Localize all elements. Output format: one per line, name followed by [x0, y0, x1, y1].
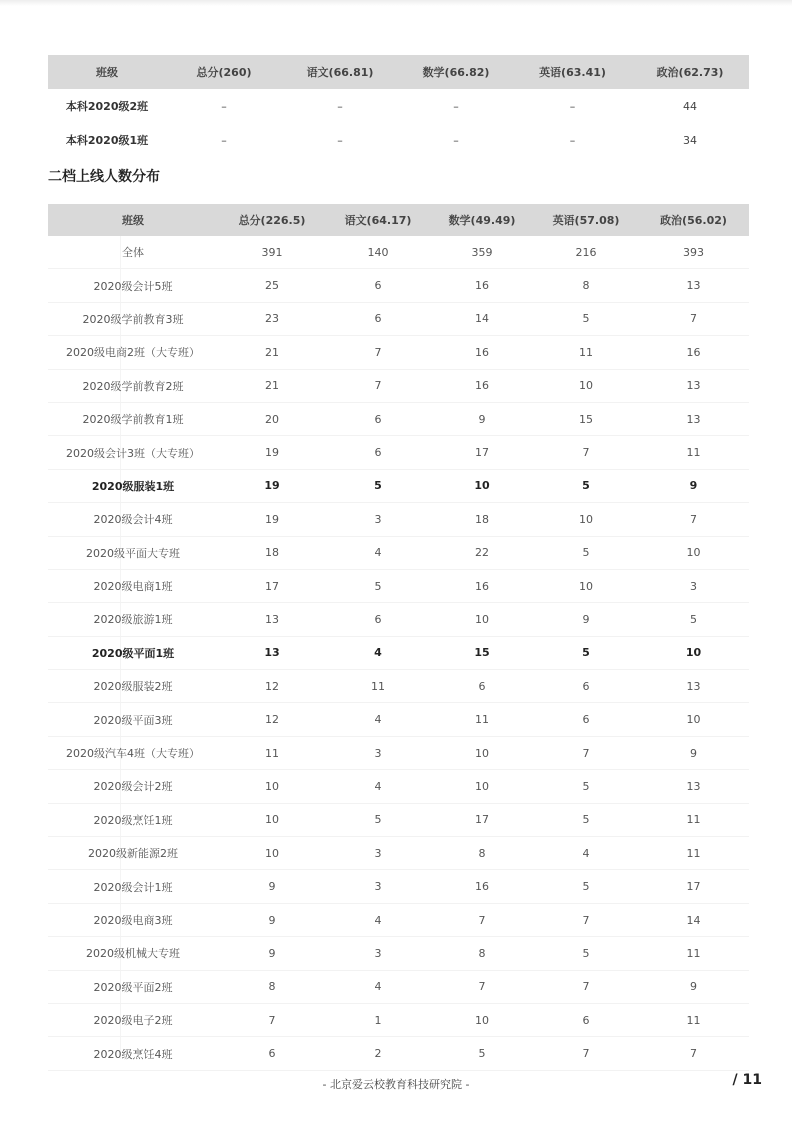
- value-cell: 10: [638, 536, 749, 569]
- class-name-cell: 2020级平面3班: [48, 703, 218, 736]
- table-row: [48, 402, 749, 435]
- value-cell: 17: [430, 803, 534, 836]
- value-cell: 12: [218, 703, 326, 736]
- class-name-cell: 2020级平面2班: [48, 970, 218, 1003]
- value-cell: 4: [326, 636, 430, 669]
- value-cell: 13: [638, 770, 749, 803]
- value-cell: –: [569, 99, 576, 113]
- class-name-cell: 2020级学前教育2班: [48, 369, 218, 402]
- value-cell: 5: [534, 469, 638, 502]
- value-cell: 14: [638, 903, 749, 936]
- column-header: 英语(63.41): [514, 55, 631, 89]
- table-row: [48, 336, 749, 369]
- table-row: [48, 803, 749, 836]
- value-cell: 16: [638, 336, 749, 369]
- table-header-row: [48, 204, 749, 236]
- page-number: / 11: [732, 1072, 762, 1088]
- value-cell: 13: [218, 603, 326, 636]
- class-name-cell: 2020级汽车4班（大专班）: [48, 736, 218, 769]
- value-cell: 11: [638, 937, 749, 970]
- value-cell: 10: [534, 503, 638, 536]
- value-cell: 5: [534, 870, 638, 903]
- table-row: [48, 603, 749, 636]
- value-cell: 7: [534, 436, 638, 469]
- value-cell: 4: [326, 970, 430, 1003]
- value-cell: 7: [326, 369, 430, 402]
- value-cell: 216: [534, 236, 638, 269]
- class-name-cell: 2020级学前教育1班: [48, 402, 218, 435]
- value-cell: 9: [638, 469, 749, 502]
- column-header: 数学(49.49): [430, 204, 534, 236]
- table-row: [48, 903, 749, 936]
- value-cell: 15: [430, 636, 534, 669]
- value-cell: 7: [534, 970, 638, 1003]
- class-name-cell: 2020级新能源2班: [48, 837, 218, 870]
- value-cell: 13: [218, 636, 326, 669]
- column-header: 英语(57.08): [534, 204, 638, 236]
- value-cell: 10: [218, 770, 326, 803]
- value-cell: 10: [430, 770, 534, 803]
- value-cell: 7: [534, 736, 638, 769]
- class-name-cell: 2020级电子2班: [48, 1003, 218, 1036]
- value-cell: 9: [534, 603, 638, 636]
- table-row: [48, 503, 749, 536]
- value-cell: 17: [430, 436, 534, 469]
- class-name-cell: 2020级学前教育3班: [48, 302, 218, 335]
- value-cell: 9: [218, 870, 326, 903]
- value-cell: 10: [218, 837, 326, 870]
- value-cell: 11: [638, 837, 749, 870]
- value-cell: 4: [326, 536, 430, 569]
- value-cell: 4: [534, 837, 638, 870]
- value-cell: 359: [430, 236, 534, 269]
- value-cell: 6: [430, 670, 534, 703]
- value-cell: 7: [326, 336, 430, 369]
- class-name-cell: 2020级会计2班: [48, 770, 218, 803]
- value-cell: 6: [326, 269, 430, 302]
- value-cell: 9: [638, 970, 749, 1003]
- value-cell: 17: [638, 870, 749, 903]
- value-cell: 6: [218, 1037, 326, 1070]
- value-cell: 13: [638, 369, 749, 402]
- value-cell: –: [453, 133, 459, 147]
- value-cell: 4: [326, 770, 430, 803]
- value-cell: 8: [430, 837, 534, 870]
- column-header: 班级: [48, 55, 166, 89]
- value-cell: 16: [430, 569, 534, 602]
- column-header: 班级: [48, 204, 218, 236]
- value-cell: 10: [638, 636, 749, 669]
- value-cell: 18: [218, 536, 326, 569]
- table-row: [48, 469, 749, 502]
- value-cell: 11: [326, 670, 430, 703]
- table-row: [48, 89, 749, 123]
- value-cell: 10: [534, 369, 638, 402]
- value-cell: 5: [534, 636, 638, 669]
- table-row: [48, 369, 749, 402]
- class-name-cell: 2020级烹饪1班: [48, 803, 218, 836]
- class-name-cell: 2020级电商1班: [48, 569, 218, 602]
- value-cell: 16: [430, 870, 534, 903]
- value-cell: 11: [638, 436, 749, 469]
- value-cell: 5: [534, 770, 638, 803]
- value-cell: –: [221, 99, 227, 113]
- value-cell: 6: [326, 302, 430, 335]
- table-first-tier: [48, 55, 749, 157]
- value-cell: 3: [326, 837, 430, 870]
- value-cell: 11: [218, 736, 326, 769]
- class-name-cell: 2020级电商2班（大专班）: [48, 336, 218, 369]
- class-name-cell: 本科2020级2班: [65, 100, 149, 113]
- class-name-cell: 2020级服装1班: [48, 469, 218, 502]
- value-cell: 5: [430, 1037, 534, 1070]
- value-cell: 7: [534, 1037, 638, 1070]
- value-cell: –: [569, 133, 576, 147]
- value-cell: 10: [638, 703, 749, 736]
- value-cell: 6: [326, 436, 430, 469]
- value-cell: 5: [534, 803, 638, 836]
- value-cell: 9: [638, 736, 749, 769]
- table-row: [48, 1037, 749, 1070]
- class-name-cell: 2020级电商3班: [48, 903, 218, 936]
- value-cell: 6: [534, 670, 638, 703]
- column-header: 政治(62.73): [631, 55, 749, 89]
- value-cell: 16: [430, 369, 534, 402]
- value-cell: 8: [218, 970, 326, 1003]
- value-cell: –: [337, 99, 343, 113]
- value-cell: 3: [326, 736, 430, 769]
- value-cell: 4: [326, 903, 430, 936]
- value-cell: 12: [218, 670, 326, 703]
- value-cell: 15: [534, 402, 638, 435]
- value-cell: 16: [430, 336, 534, 369]
- table-row: [48, 870, 749, 903]
- value-cell: 19: [218, 436, 326, 469]
- value-cell: 20: [218, 402, 326, 435]
- value-cell: 7: [218, 1003, 326, 1036]
- value-cell: 5: [534, 302, 638, 335]
- value-cell: 11: [638, 803, 749, 836]
- value-cell: 393: [638, 236, 749, 269]
- table-row: [48, 770, 749, 803]
- class-name-cell: 2020级烹饪4班: [48, 1037, 218, 1070]
- table-row: [48, 837, 749, 870]
- value-cell: –: [337, 133, 343, 147]
- class-name-cell: 2020级平面大专班: [48, 536, 218, 569]
- table-row: [48, 670, 749, 703]
- value-cell: 7: [638, 1037, 749, 1070]
- value-cell: 7: [638, 302, 749, 335]
- value-cell: 21: [218, 369, 326, 402]
- table-row: [48, 636, 749, 669]
- value-cell: 8: [430, 937, 534, 970]
- value-cell: 10: [218, 803, 326, 836]
- value-cell: 11: [430, 703, 534, 736]
- value-cell: 2: [326, 1037, 430, 1070]
- value-cell: –: [453, 99, 459, 113]
- top-edge: [0, 0, 792, 6]
- table-header-row: [48, 55, 749, 89]
- value-cell: 5: [534, 937, 638, 970]
- value-cell: 18: [430, 503, 534, 536]
- value-cell: 6: [534, 1003, 638, 1036]
- value-cell: 25: [218, 269, 326, 302]
- table-row: [48, 269, 749, 302]
- value-cell: 6: [326, 603, 430, 636]
- value-cell: 5: [326, 469, 430, 502]
- value-cell: 140: [326, 236, 430, 269]
- value-cell: 17: [218, 569, 326, 602]
- value-cell: 5: [638, 603, 749, 636]
- class-name-cell: 2020级会计1班: [48, 870, 218, 903]
- column-header: 语文(64.17): [326, 204, 430, 236]
- value-cell: 10: [430, 603, 534, 636]
- column-header: 总分(260): [166, 55, 282, 89]
- class-name-cell: 2020级平面1班: [48, 636, 218, 669]
- value-cell: 5: [534, 536, 638, 569]
- value-cell: 22: [430, 536, 534, 569]
- value-cell: 5: [326, 569, 430, 602]
- value-cell: 14: [430, 302, 534, 335]
- value-cell: 4: [326, 703, 430, 736]
- table-row: [48, 536, 749, 569]
- class-name-cell: 本科2020级1班: [65, 134, 149, 147]
- class-name-cell: 2020级会计4班: [48, 503, 218, 536]
- value-cell: 1: [326, 1003, 430, 1036]
- section-title: 二档上线人数分布: [48, 169, 160, 185]
- table-row: [48, 736, 749, 769]
- value-cell: 10: [430, 1003, 534, 1036]
- value-cell: 7: [430, 903, 534, 936]
- value-cell: 6: [534, 703, 638, 736]
- value-cell: 11: [638, 1003, 749, 1036]
- value-cell: 10: [430, 469, 534, 502]
- value-cell: 19: [218, 469, 326, 502]
- table-row: [48, 302, 749, 335]
- value-cell: 3: [638, 569, 749, 602]
- value-cell: 9: [218, 937, 326, 970]
- column-header: 数学(66.82): [398, 55, 514, 89]
- table-row: [48, 236, 749, 269]
- value-cell: 3: [326, 937, 430, 970]
- value-cell: 6: [326, 402, 430, 435]
- value-cell: 10: [534, 569, 638, 602]
- table-second-tier: [48, 204, 749, 1071]
- value-cell: 13: [638, 269, 749, 302]
- table-row: [48, 123, 749, 157]
- table-row: [48, 703, 749, 736]
- class-name-cell: 2020级会计3班（大专班）: [48, 436, 218, 469]
- value-cell: 11: [534, 336, 638, 369]
- class-name-cell: 2020级服装2班: [48, 670, 218, 703]
- value-cell: 7: [430, 970, 534, 1003]
- footer-text: - 北京爱云校教育科技研究院 -: [322, 1078, 470, 1091]
- value-cell: 21: [218, 336, 326, 369]
- class-name-cell: 全体: [48, 236, 218, 269]
- value-cell: 391: [218, 236, 326, 269]
- value-cell: –: [221, 133, 227, 147]
- class-name-cell: 2020级机械大专班: [48, 937, 218, 970]
- value-cell: 23: [218, 302, 326, 335]
- value-cell: 9: [430, 402, 534, 435]
- value-cell: 3: [326, 503, 430, 536]
- column-header: 政治(56.02): [638, 204, 749, 236]
- table-row: [48, 937, 749, 970]
- table-row: [48, 569, 749, 602]
- column-header: 语文(66.81): [282, 55, 398, 89]
- value-cell: 16: [430, 269, 534, 302]
- value-cell: 13: [638, 670, 749, 703]
- value-cell: 9: [218, 903, 326, 936]
- value-cell: 19: [218, 503, 326, 536]
- value-cell: 13: [638, 402, 749, 435]
- value-cell: 3: [326, 870, 430, 903]
- value-cell: 7: [638, 503, 749, 536]
- column-header: 总分(226.5): [218, 204, 326, 236]
- class-name-cell: 2020级会计5班: [48, 269, 218, 302]
- value-cell: 7: [534, 903, 638, 936]
- value-cell: 8: [534, 269, 638, 302]
- table-row: [48, 970, 749, 1003]
- value-cell: 34: [683, 133, 697, 147]
- table-row: [48, 436, 749, 469]
- table-row: [48, 1003, 749, 1036]
- class-name-cell: 2020级旅游1班: [48, 603, 218, 636]
- value-cell: 44: [683, 99, 697, 113]
- value-cell: 5: [326, 803, 430, 836]
- value-cell: 10: [430, 736, 534, 769]
